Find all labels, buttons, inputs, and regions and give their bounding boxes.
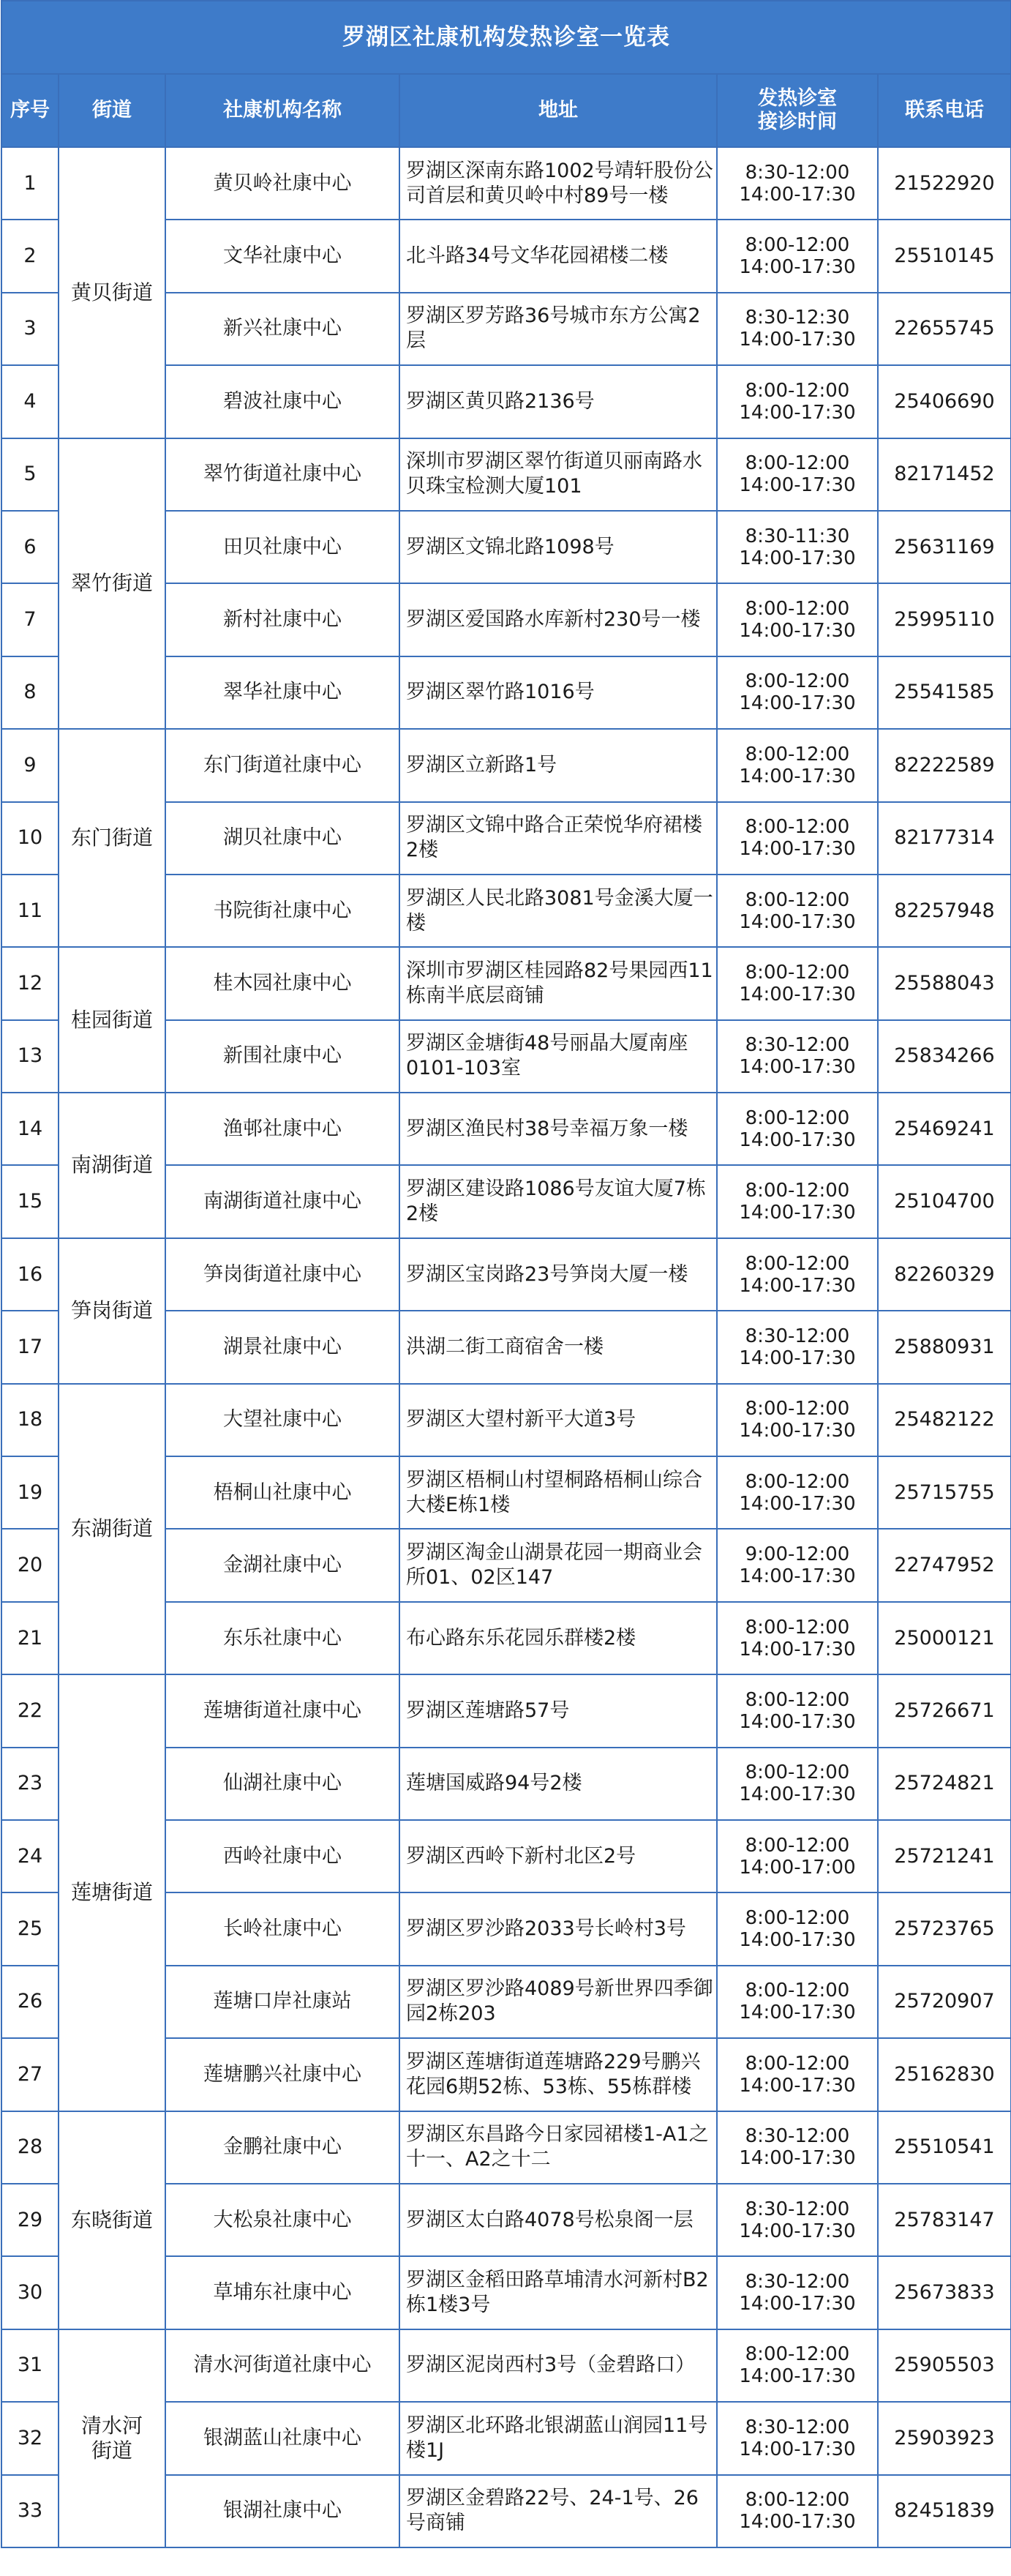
street-name: 笋岗街道 [59, 1238, 165, 1384]
clinic-address: 罗湖区宝岗路23号笋岗大厦一楼 [399, 1238, 717, 1311]
hours-morning: 8:30-12:00 [745, 2125, 850, 2148]
clinic-hours [717, 365, 878, 438]
hours-afternoon: 14:00-17:30 [739, 1783, 856, 1806]
hours-afternoon: 14:00-17:30 [739, 1274, 856, 1297]
header-index: 序号 [1, 74, 59, 147]
clinic-phone: 25880931 [878, 1311, 1011, 1383]
hours-afternoon: 14:00-17:30 [739, 1710, 856, 1733]
clinic-phone: 25715755 [878, 1456, 1011, 1529]
table-row [1, 1093, 1011, 1165]
clinic-hours [717, 2256, 878, 2329]
row-index: 21 [1, 1602, 59, 1674]
clinic-address: 罗湖区大望村新平大道3号 [399, 1384, 717, 1456]
row-index: 16 [1, 1238, 59, 1311]
table-row [1, 2111, 1011, 2184]
hours-afternoon: 14:00-17:30 [739, 2511, 856, 2534]
clinic-address: 布心路东乐花园乐群楼2楼 [399, 1602, 717, 1674]
header-phone: 联系电话 [878, 74, 1011, 147]
clinic-hours [717, 875, 878, 947]
clinic-address: 罗湖区爱国路水库新村230号一楼 [399, 583, 717, 656]
clinic-address: 罗湖区金碧路22号、24-1号、26号商铺 [399, 2475, 717, 2547]
header-address: 地址 [399, 74, 717, 147]
clinic-name: 清水河街道社康中心 [165, 2329, 399, 2402]
hours-afternoon: 14:00-17:30 [739, 1565, 856, 1588]
hours-afternoon: 14:00-17:30 [739, 256, 856, 279]
clinic-address: 洪湖二街工商宿舍一楼 [399, 1311, 717, 1383]
table-row [1, 1238, 1011, 1311]
clinic-hours [717, 1165, 878, 1238]
clinic-name: 大望社康中心 [165, 1384, 399, 1456]
hours-afternoon: 14:00-17:30 [739, 1638, 856, 1660]
clinic-name: 文华社康中心 [165, 220, 399, 292]
clinic-phone: 22655745 [878, 293, 1011, 365]
clinic-hours [717, 2184, 878, 2256]
street-name: 翠竹街道 [59, 438, 165, 730]
clinic-address: 罗湖区渔民村38号幸福万象一楼 [399, 1093, 717, 1165]
clinic-phone: 21522920 [878, 147, 1011, 220]
clinic-hours [717, 1748, 878, 1820]
clinic-hours [717, 511, 878, 583]
row-index: 9 [1, 729, 59, 801]
clinic-address: 罗湖区泥岗西村3号（金碧路口） [399, 2329, 717, 2402]
clinic-address: 罗湖区金稻田路草埔清水河新村B2栋1楼3号 [399, 2256, 717, 2329]
hours-afternoon: 14:00-17:30 [739, 2002, 856, 2024]
clinic-name: 莲塘鹏兴社康中心 [165, 2038, 399, 2111]
clinic-name: 翠竹街道社康中心 [165, 438, 399, 511]
hours-morning: 8:30-12:00 [745, 2416, 850, 2438]
hours-morning: 8:00-12:00 [745, 670, 850, 693]
hours-afternoon: 14:00-17:30 [739, 1420, 856, 1442]
hours-morning: 8:00-12:00 [745, 1398, 850, 1420]
hours-morning: 8:00-12:00 [745, 888, 850, 911]
clinic-name: 长岭社康中心 [165, 1892, 399, 1965]
clinic-address: 罗湖区黄贝路2136号 [399, 365, 717, 438]
clinic-address: 罗湖区梧桐山村望桐路梧桐山综合大楼E栋1楼 [399, 1456, 717, 1529]
clinic-phone: 25510541 [878, 2111, 1011, 2184]
hours-morning: 8:30-12:00 [745, 2198, 850, 2220]
hours-afternoon: 14:00-17:30 [739, 1929, 856, 1952]
clinic-address: 罗湖区西岭下新村北区2号 [399, 1820, 717, 1892]
row-index: 4 [1, 365, 59, 438]
header-hours-line2: 接诊时间 [758, 111, 837, 133]
clinic-name: 金鹏社康中心 [165, 2111, 399, 2184]
street-name: 东门街道 [59, 729, 165, 947]
clinic-address: 罗湖区淘金山湖景花园一期商业会所01、02区147 [399, 1529, 717, 1601]
clinic-address: 罗湖区罗沙路4089号新世界四季御园2栋203 [399, 1966, 717, 2038]
clinic-name: 湖景社康中心 [165, 1311, 399, 1383]
street-name: 南湖街道 [59, 1093, 165, 1238]
clinic-address: 罗湖区罗沙路2033号长岭村3号 [399, 1892, 717, 1965]
hours-morning: 8:00-12:00 [745, 1980, 850, 2002]
row-index: 28 [1, 2111, 59, 2184]
hours-morning: 8:00-12:00 [745, 1252, 850, 1275]
clinic-hours [717, 1529, 878, 1601]
clinic-table [1, 0, 1011, 2548]
hours-afternoon: 14:00-17:30 [739, 2438, 856, 2460]
clinic-phone: 82451839 [878, 2475, 1011, 2547]
clinic-address: 罗湖区文锦中路合正荣悦华府裙楼2楼 [399, 802, 717, 875]
clinic-phone: 25720907 [878, 1966, 1011, 2038]
hours-morning: 8:00-12:00 [745, 2489, 850, 2512]
clinic-name: 碧波社康中心 [165, 365, 399, 438]
clinic-phone: 25631169 [878, 511, 1011, 583]
header-hours-line1: 发热诊室 [758, 87, 837, 110]
hours-morning: 8:00-12:00 [745, 2343, 850, 2366]
clinic-phone: 25726671 [878, 1674, 1011, 1747]
clinic-phone: 25995110 [878, 583, 1011, 656]
clinic-hours [717, 147, 878, 220]
clinic-hours [717, 947, 878, 1019]
row-index: 12 [1, 947, 59, 1019]
hours-morning: 8:30-12:00 [745, 161, 850, 184]
row-index: 7 [1, 583, 59, 656]
clinic-address: 深圳市罗湖区桂园路82号果园西11栋南半底层商铺 [399, 947, 717, 1019]
clinic-name: 渔邨社康中心 [165, 1093, 399, 1165]
clinic-hours [717, 293, 878, 365]
row-index: 20 [1, 1529, 59, 1601]
clinic-hours [717, 1384, 878, 1456]
clinic-hours [717, 1674, 878, 1747]
clinic-name: 东乐社康中心 [165, 1602, 399, 1674]
clinic-name: 银湖社康中心 [165, 2475, 399, 2547]
clinic-hours [717, 1820, 878, 1892]
street-name: 东晓街道 [59, 2111, 165, 2329]
hours-afternoon: 14:00-17:30 [739, 1128, 856, 1151]
header-hours [717, 74, 878, 147]
hours-afternoon: 14:00-17:30 [739, 329, 856, 351]
street-name-line2: 街道 [91, 2438, 132, 2463]
hours-morning: 8:00-12:00 [745, 1616, 850, 1639]
street-name: 桂园街道 [59, 947, 165, 1093]
table-row [1, 1384, 1011, 1456]
clinic-address: 罗湖区金塘街48号丽晶大厦南座0101-103室 [399, 1020, 717, 1093]
row-index: 11 [1, 875, 59, 947]
hours-afternoon: 14:00-17:30 [739, 1056, 856, 1079]
row-index: 24 [1, 1820, 59, 1892]
clinic-name: 莲塘口岸社康站 [165, 1966, 399, 2038]
clinic-hours [717, 802, 878, 875]
clinic-hours [717, 2329, 878, 2402]
hours-morning: 8:30-12:00 [745, 1325, 850, 1347]
clinic-hours [717, 438, 878, 511]
hours-afternoon: 14:00-17:30 [739, 1347, 856, 1369]
clinic-address: 罗湖区深南东路1002号靖轩股份公司首层和黄贝岭中村89号一楼 [399, 147, 717, 220]
hours-morning: 8:00-12:00 [745, 379, 850, 402]
clinic-phone: 25510145 [878, 220, 1011, 292]
row-index: 23 [1, 1748, 59, 1820]
hours-afternoon: 14:00-17:30 [739, 2220, 856, 2242]
table-row [1, 947, 1011, 1019]
hours-afternoon: 14:00-17:30 [739, 838, 856, 861]
clinic-hours [717, 1020, 878, 1093]
clinic-phone: 25723765 [878, 1892, 1011, 1965]
header-street: 街道 [59, 74, 165, 147]
row-index: 13 [1, 1020, 59, 1093]
row-index: 30 [1, 2256, 59, 2329]
row-index: 25 [1, 1892, 59, 1965]
clinic-phone: 82222589 [878, 729, 1011, 801]
clinic-name: 新围社康中心 [165, 1020, 399, 1093]
clinic-address: 罗湖区建设路1086号友谊大厦7栋2楼 [399, 1165, 717, 1238]
hours-afternoon: 14:00-17:30 [739, 1202, 856, 1224]
hours-afternoon: 14:00-17:30 [739, 2074, 856, 2097]
clinic-address: 罗湖区翠竹路1016号 [399, 656, 717, 729]
clinic-hours [717, 2111, 878, 2184]
hours-morning: 8:30-12:00 [745, 1034, 850, 1057]
hours-afternoon: 14:00-17:30 [739, 765, 856, 787]
hours-afternoon: 14:00-17:30 [739, 547, 856, 569]
hours-morning: 8:00-12:00 [745, 816, 850, 839]
hours-afternoon: 14:00-17:30 [739, 2147, 856, 2170]
clinic-address: 罗湖区太白路4078号松泉阁一层 [399, 2184, 717, 2256]
table-row [1, 438, 1011, 511]
row-index: 1 [1, 147, 59, 220]
clinic-phone: 25000121 [878, 1602, 1011, 1674]
table-row [1, 1674, 1011, 1747]
clinic-name: 笋岗街道社康中心 [165, 1238, 399, 1311]
hours-afternoon: 14:00-17:30 [739, 1492, 856, 1515]
clinic-hours [717, 1602, 878, 1674]
clinic-address: 罗湖区莲塘街道莲塘路229号鹏兴花园6期52栋、53栋、55栋群楼 [399, 2038, 717, 2111]
clinic-hours [717, 1093, 878, 1165]
clinic-hours [717, 2038, 878, 2111]
clinic-name: 书院街社康中心 [165, 875, 399, 947]
hours-morning: 8:00-12:00 [745, 1761, 850, 1784]
hours-morning: 8:00-12:00 [745, 2052, 850, 2075]
clinic-address: 深圳市罗湖区翠竹街道贝丽南路水贝珠宝检测大厦101 [399, 438, 717, 511]
clinic-name: 银湖蓝山社康中心 [165, 2402, 399, 2474]
clinic-address: 罗湖区人民北路3081号金溪大厦一楼 [399, 875, 717, 947]
clinic-phone: 25588043 [878, 947, 1011, 1019]
row-index: 31 [1, 2329, 59, 2402]
clinic-name: 新兴社康中心 [165, 293, 399, 365]
hours-morning: 8:00-12:00 [745, 1470, 850, 1493]
hours-morning: 8:00-12:00 [745, 452, 850, 475]
table-title: 罗湖区社康机构发热诊室一览表 [1, 1, 1011, 74]
clinic-phone: 82257948 [878, 875, 1011, 947]
clinic-phone: 25406690 [878, 365, 1011, 438]
row-index: 14 [1, 1093, 59, 1165]
clinic-phone: 82260329 [878, 1238, 1011, 1311]
clinic-hours [717, 583, 878, 656]
clinic-name: 梧桐山社康中心 [165, 1456, 399, 1529]
hours-afternoon: 14:00-17:30 [739, 983, 856, 1006]
hours-morning: 8:00-12:00 [745, 234, 850, 257]
clinic-phone: 82177314 [878, 802, 1011, 875]
clinic-address: 罗湖区北环路北银湖蓝山润园11号楼1J [399, 2402, 717, 2474]
street-name [59, 2329, 165, 2547]
clinic-hours [717, 1311, 878, 1383]
clinic-hours [717, 656, 878, 729]
clinic-phone: 25783147 [878, 2184, 1011, 2256]
hours-afternoon: 14:00-17:30 [739, 401, 856, 424]
clinic-address: 罗湖区东昌路今日家园裙楼1-A1之十一、A2之十二 [399, 2111, 717, 2184]
street-name-line1: 清水河 [80, 2413, 143, 2438]
hours-morning: 8:00-12:00 [745, 598, 850, 621]
row-index: 18 [1, 1384, 59, 1456]
clinic-phone: 82171452 [878, 438, 1011, 511]
clinic-name: 莲塘街道社康中心 [165, 1674, 399, 1747]
clinic-name: 东门街道社康中心 [165, 729, 399, 801]
clinic-address: 罗湖区罗芳路36号城市东方公寓2层 [399, 293, 717, 365]
clinic-address: 北斗路34号文华花园裙楼二楼 [399, 220, 717, 292]
hours-afternoon: 14:00-17:30 [739, 2293, 856, 2315]
clinic-phone: 25721241 [878, 1820, 1011, 1892]
street-name: 东湖街道 [59, 1384, 165, 1675]
hours-afternoon: 14:00-17:00 [739, 1856, 856, 1879]
row-index: 29 [1, 2184, 59, 2256]
row-index: 26 [1, 1966, 59, 2038]
hours-morning: 8:00-12:00 [745, 1688, 850, 1711]
clinic-hours [717, 1966, 878, 2038]
street-name: 黄贝街道 [59, 147, 165, 438]
clinic-phone: 25482122 [878, 1384, 1011, 1456]
row-index: 15 [1, 1165, 59, 1238]
row-index: 22 [1, 1674, 59, 1747]
clinic-name: 大松泉社康中心 [165, 2184, 399, 2256]
table-row [1, 147, 1011, 220]
clinic-address: 罗湖区立新路1号 [399, 729, 717, 801]
hours-afternoon: 14:00-17:30 [739, 474, 856, 497]
hours-afternoon: 14:00-17:30 [739, 692, 856, 715]
clinic-name: 翠华社康中心 [165, 656, 399, 729]
hours-morning: 8:00-12:00 [745, 961, 850, 984]
clinic-name: 金湖社康中心 [165, 1529, 399, 1601]
hours-afternoon: 14:00-17:30 [739, 910, 856, 933]
table-row [1, 729, 1011, 801]
row-index: 19 [1, 1456, 59, 1529]
row-index: 32 [1, 2402, 59, 2474]
clinic-name: 黄贝岭社康中心 [165, 147, 399, 220]
clinic-address: 莲塘国威路94号2楼 [399, 1748, 717, 1820]
clinic-name: 南湖街道社康中心 [165, 1165, 399, 1238]
clinic-hours [717, 2475, 878, 2547]
clinic-hours [717, 1238, 878, 1311]
hours-morning: 8:30-12:00 [745, 2271, 850, 2294]
row-index: 6 [1, 511, 59, 583]
row-index: 33 [1, 2475, 59, 2547]
row-index: 5 [1, 438, 59, 511]
clinic-name: 湖贝社康中心 [165, 802, 399, 875]
row-index: 10 [1, 802, 59, 875]
clinic-hours [717, 1456, 878, 1529]
row-index: 27 [1, 2038, 59, 2111]
hours-morning: 8:00-12:00 [745, 743, 850, 765]
clinic-hours [717, 729, 878, 801]
clinic-address: 罗湖区文锦北路1098号 [399, 511, 717, 583]
hours-morning: 8:00-12:00 [745, 1907, 850, 1930]
header-name: 社康机构名称 [165, 74, 399, 147]
clinic-name: 西岭社康中心 [165, 1820, 399, 1892]
clinic-phone: 25903923 [878, 2402, 1011, 2474]
clinic-phone: 25162830 [878, 2038, 1011, 2111]
hours-morning: 8:00-12:00 [745, 1107, 850, 1129]
clinic-hours [717, 1892, 878, 1965]
clinic-phone: 25541585 [878, 656, 1011, 729]
clinic-phone: 25905503 [878, 2329, 1011, 2402]
clinic-name: 桂木园社康中心 [165, 947, 399, 1019]
clinic-name: 草埔东社康中心 [165, 2256, 399, 2329]
hours-afternoon: 14:00-17:30 [739, 183, 856, 206]
street-name: 莲塘街道 [59, 1674, 165, 2111]
hours-afternoon: 14:00-17:30 [739, 2365, 856, 2388]
table-row [1, 2329, 1011, 2402]
clinic-phone: 25834266 [878, 1020, 1011, 1093]
row-index: 2 [1, 220, 59, 292]
hours-afternoon: 14:00-17:30 [739, 620, 856, 643]
clinic-phone: 22747952 [878, 1529, 1011, 1601]
clinic-name: 田贝社康中心 [165, 511, 399, 583]
clinic-name: 仙湖社康中心 [165, 1748, 399, 1820]
row-index: 8 [1, 656, 59, 729]
hours-morning: 8:00-12:00 [745, 1834, 850, 1857]
clinic-hours [717, 2402, 878, 2474]
clinic-hours [717, 220, 878, 292]
hours-morning: 9:00-12:00 [745, 1543, 850, 1566]
clinic-phone: 25673833 [878, 2256, 1011, 2329]
hours-morning: 8:30-11:30 [745, 525, 850, 547]
row-index: 17 [1, 1311, 59, 1383]
clinic-address: 罗湖区莲塘路57号 [399, 1674, 717, 1747]
hours-morning: 8:30-12:30 [745, 307, 850, 329]
clinic-phone: 25104700 [878, 1165, 1011, 1238]
row-index: 3 [1, 293, 59, 365]
clinic-phone: 25724821 [878, 1748, 1011, 1820]
clinic-phone: 25469241 [878, 1093, 1011, 1165]
hours-morning: 8:00-12:00 [745, 1180, 850, 1202]
clinic-name: 新村社康中心 [165, 583, 399, 656]
